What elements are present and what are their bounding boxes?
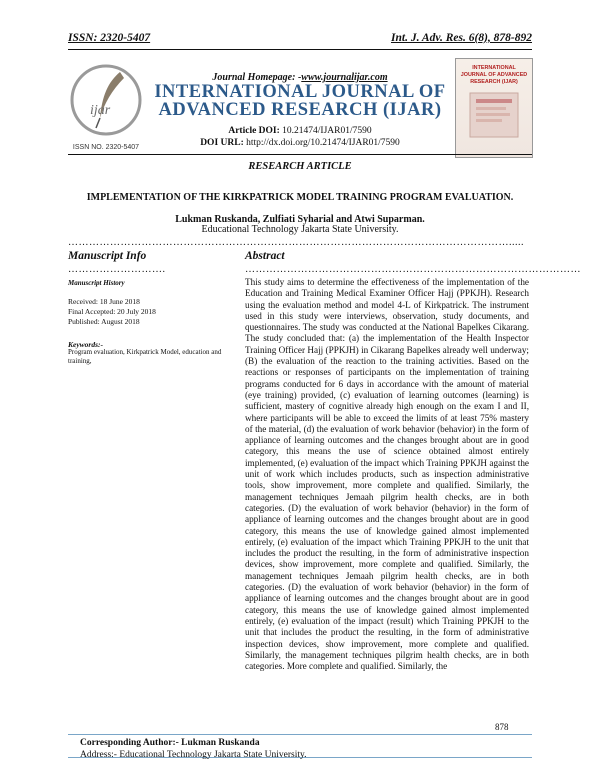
issn-label: ISSN: 2320-5407 (68, 32, 151, 44)
homepage-link[interactable]: www.journalijar.com (301, 72, 388, 83)
author-list: Lukman Ruskanda, Zulfiati Syharial and Atwi Suparman. (175, 214, 425, 225)
doi-url-value[interactable]: http://dx.doi.org/10.21474/IJAR01/7590 (246, 138, 400, 148)
journal-logo (68, 58, 144, 160)
manuscript-history-label: Manuscript History (68, 279, 125, 287)
doi-label: Article DOI: (228, 126, 280, 136)
header-rule (68, 49, 532, 50)
author-address: Address:- Educational Technology Jakarta State University. (80, 750, 307, 760)
manuscript-dates (68, 297, 228, 327)
published-date: Published: August 2018 (68, 317, 140, 326)
info-dots: ………………………. (68, 264, 166, 275)
abstract-text: This study aims to determine the effectiveness of the implementation of the Education and Training Medical Examiner Officer Hajj (PPKJH). Research using the evaluation method and model 4-L of Kirkpatrick. The instrument used in this study were interviews, observation, study documents, and questionnaires. The study was conducted at the National Bapelkes Cikarang. The study concluded that: (a) the implementation of the Health Inspector Training Officer Hajj (PPKJH) in Cikarang Bapelkes already well underway; (B) the evaluation of the reaction to the training activities. Based on the reactions or responses of participants on the implementation of training programs conducted for 6 days in accordance with the amount of material (eye training) provided, (c) evaluation of learning outcomes (learning) is sufficient, mastery of cognitive already high enough on the exam I and II, where participants will be able to exceed the limits of at least 75% mastery of the material, (d) the evaluation of work behavior (behavior) in the form of appliance of learning outcomes and the changes brought about are in good category, this means the use of science obtained almost entirely implemented, (e) evaluation of the impact which Training PPKJH against the unit of work which includes products, such as inspection administrative tools, show improvement, more complete and qualified. Similarly, the management techniques Jemaah pilgrim health checks, are in both categories. (D) the evaluation of work behavior (behavior) in the form of appliance of learning outcomes and the changes brought about are in good category, this means the use of knowledge gained almost implemented entirely, (e) evaluation of the impact which Training PPKJH to the unit that includes the product the resulting, in the form of administrative inspection devices, show improvement, more complete and qualified. Similarly, the management techniques Jemaah pilgrim health checks, are in both categories. (D) the evaluation of work behavior (behavior) in the form of appliance of learning outcomes and the changes brought about are in good category, this means the use of knowledge gained almost implemented entirely, (e) evaluation of the impact (result) which Training PPKJH to the unit that includes the product the resulting, in the form of administrative inspection devices, show improvement, more complete and qualified. Similarly, the management techniques pilgrim health checks, are in both categories. More complete and qualified. Similarly, the (245, 277, 529, 672)
journal-title-line-2: ADVANCED RESEARCH (IJAR) (158, 100, 442, 120)
paper-title: IMPLEMENTATION OF THE KIRKPATRICK MODEL TRAINING PROGRAM EVALUATION. (86, 192, 514, 203)
running-header (68, 30, 532, 50)
received-date: Received: 18 June 2018 (68, 297, 140, 306)
corresponding-author: Corresponding Author:- Lukman Ruskanda (80, 738, 260, 748)
journal-reference: Int. J. Adv. Res. 6(8), 878-892 (391, 32, 532, 44)
masthead-rule (68, 154, 532, 155)
logo-issn: ISSN NO. 2320-5407 (72, 144, 140, 151)
article-type: RESEARCH ARTICLE (248, 161, 352, 172)
keywords-list: Program evaluation, Kirkpatrick Model, education and training, (68, 348, 222, 365)
doi-value: 10.21474/IJAR01/7590 (282, 126, 372, 136)
doi-url-label: DOI URL: (200, 138, 244, 148)
journal-title-line-1: INTERNATIONAL JOURNAL OF (154, 82, 446, 102)
manuscript-info-heading: Manuscript Info (68, 250, 147, 262)
logo-letters: ijar (90, 103, 111, 118)
abstract-dots: …………………………………………………………………………………… (245, 264, 581, 275)
article-doi (150, 126, 450, 136)
final-accepted-date: Final Accepted: 20 July 2018 (68, 307, 156, 316)
homepage-label: Journal Homepage: - (212, 72, 302, 83)
keywords-label: Keywords:- (68, 340, 103, 349)
cover-title: INTERNATIONAL JOURNAL OF ADVANCED RESEARCH (IJAR) (460, 65, 528, 85)
page-number: 878 (495, 722, 509, 732)
quill-logo-icon (68, 58, 144, 142)
cover-artwork-icon (456, 85, 532, 145)
doi-url (150, 138, 450, 148)
abstract-heading: Abstract (245, 250, 285, 262)
dotted-separator: ………………………………………………………………………………………………………………..... (68, 237, 524, 248)
author-affiliation: Educational Technology Jakarta State University. (201, 224, 399, 235)
journal-cover-thumbnail (455, 58, 533, 158)
